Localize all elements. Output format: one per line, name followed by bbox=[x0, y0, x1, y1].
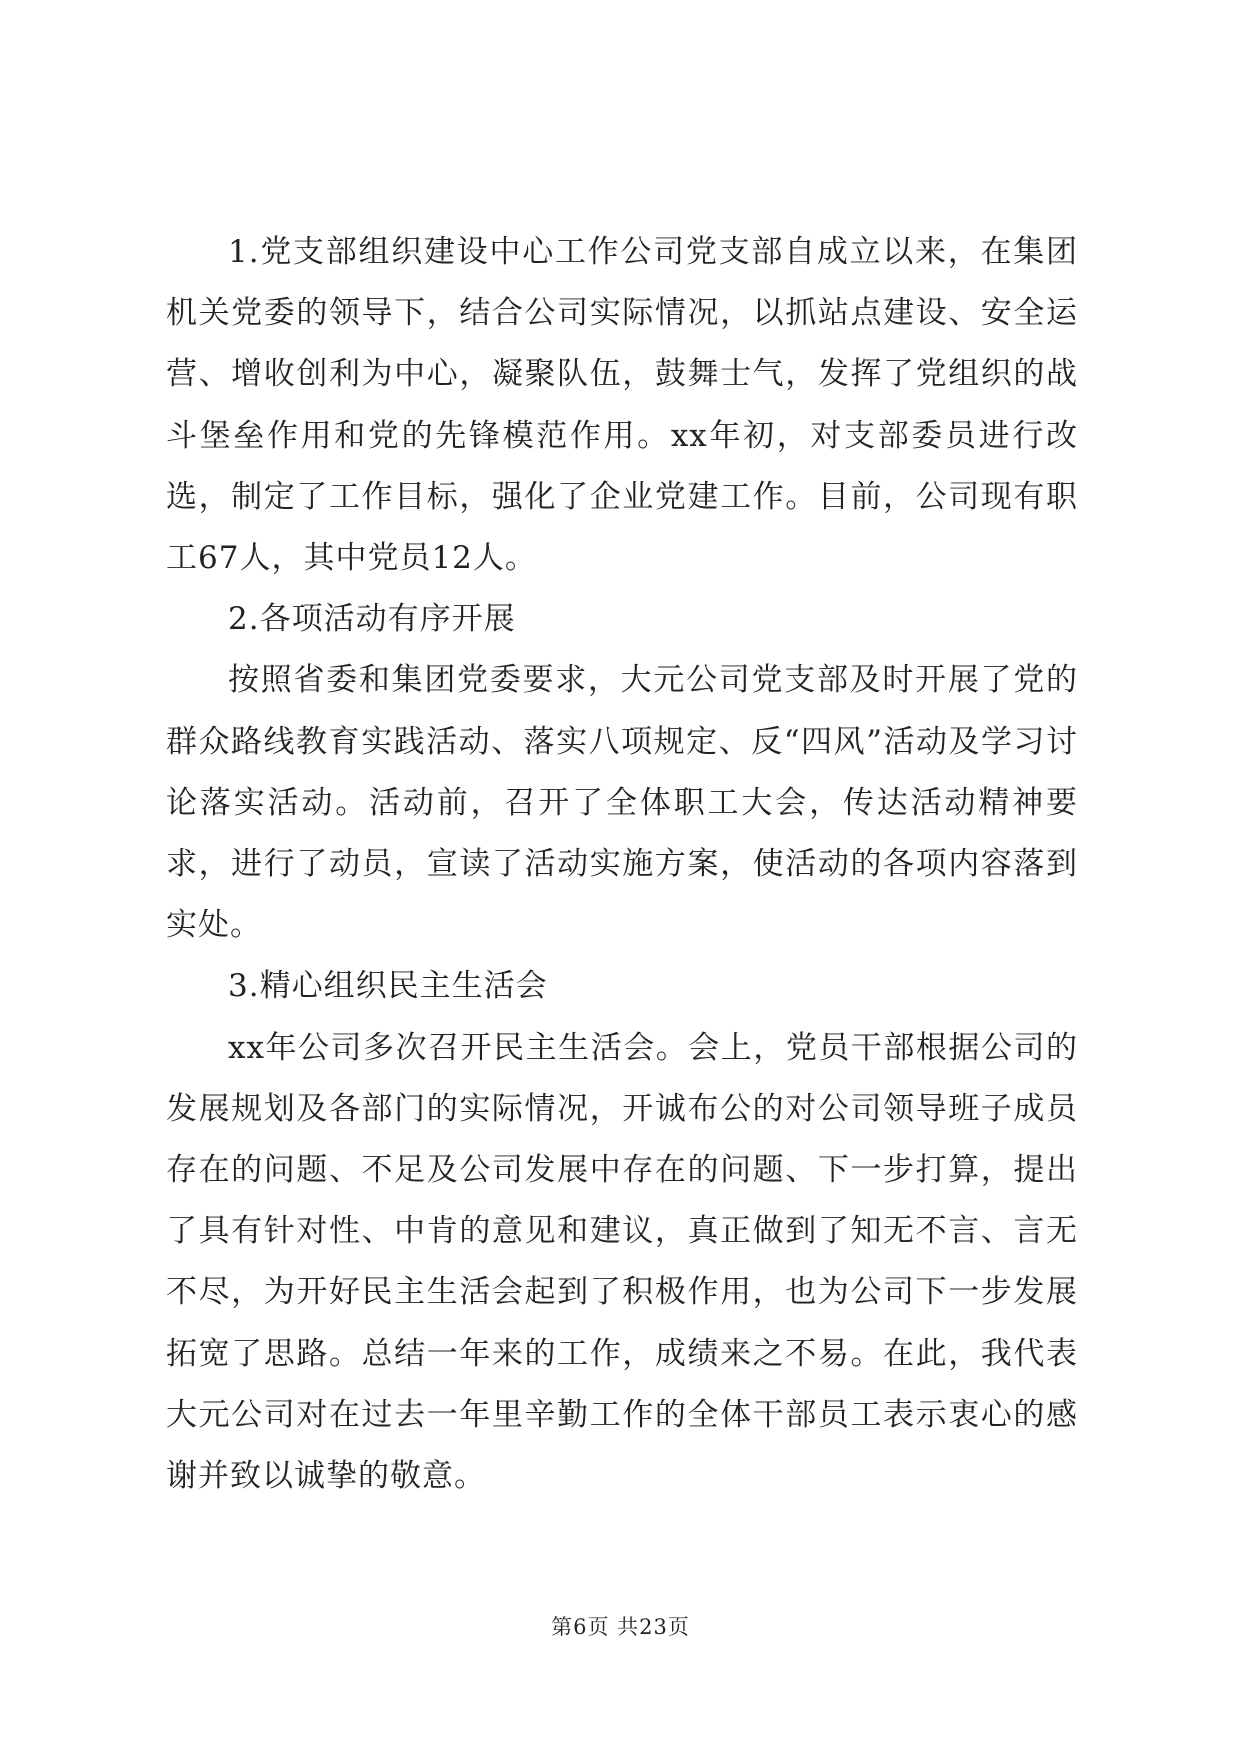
paragraph-democratic-life-meeting: xx年公司多次召开民主生活会。会上，党员干部根据公司的发展规划及各部门的实际情况，开诚布公的对公司领导班子成员存在的问题、不足及公司发展中存在的问题、下一步打算，提出了具有针对性、中肯的意见和建议，真正做到了知无不言、言无不尽，为开好民主生活会起到了积极作用，也为公司下一步发展拓宽了思路。总结一年来的工作，成绩来之不易。在此，我代表大元公司对在过去一年里辛勤工作的全体干部员工表示衷心的感谢并致以诚挚的敬意。 bbox=[166, 1029, 1078, 1495]
document-body bbox=[166, 222, 1078, 1507]
heading-democratic-life-meeting: 3.精心组织民主生活会 bbox=[228, 968, 548, 1005]
heading-activities: 2.各项活动有序开展 bbox=[228, 601, 516, 638]
paragraph-party-branch-organization: 1.党支部组织建设中心工作公司党支部自成立以来，在集团机关党委的领导下，结合公司实际情况，以抓站点建设、安全运营、增收创利为中心，凝聚队伍，鼓舞士气，发挥了党组织的战斗堡垒作用和党的先锋模范作用。xx年初，对支部委员进行改选，制定了工作目标，强化了企业党建工作。目前，公司现有职工67人，其中党员12人。 bbox=[166, 234, 1078, 577]
page-number-footer: 第6页 共23页 bbox=[551, 1615, 690, 1639]
paragraph-activities: 按照省委和集团党委要求，大元公司党支部及时开展了党的群众路线教育实践活动、落实八项规定、反“四风”活动及学习讨论落实活动。活动前，召开了全体职工大会，传达活动精神要求，进行了动员，宣读了活动实施方案，使活动的各项内容落到实处。 bbox=[166, 662, 1078, 944]
